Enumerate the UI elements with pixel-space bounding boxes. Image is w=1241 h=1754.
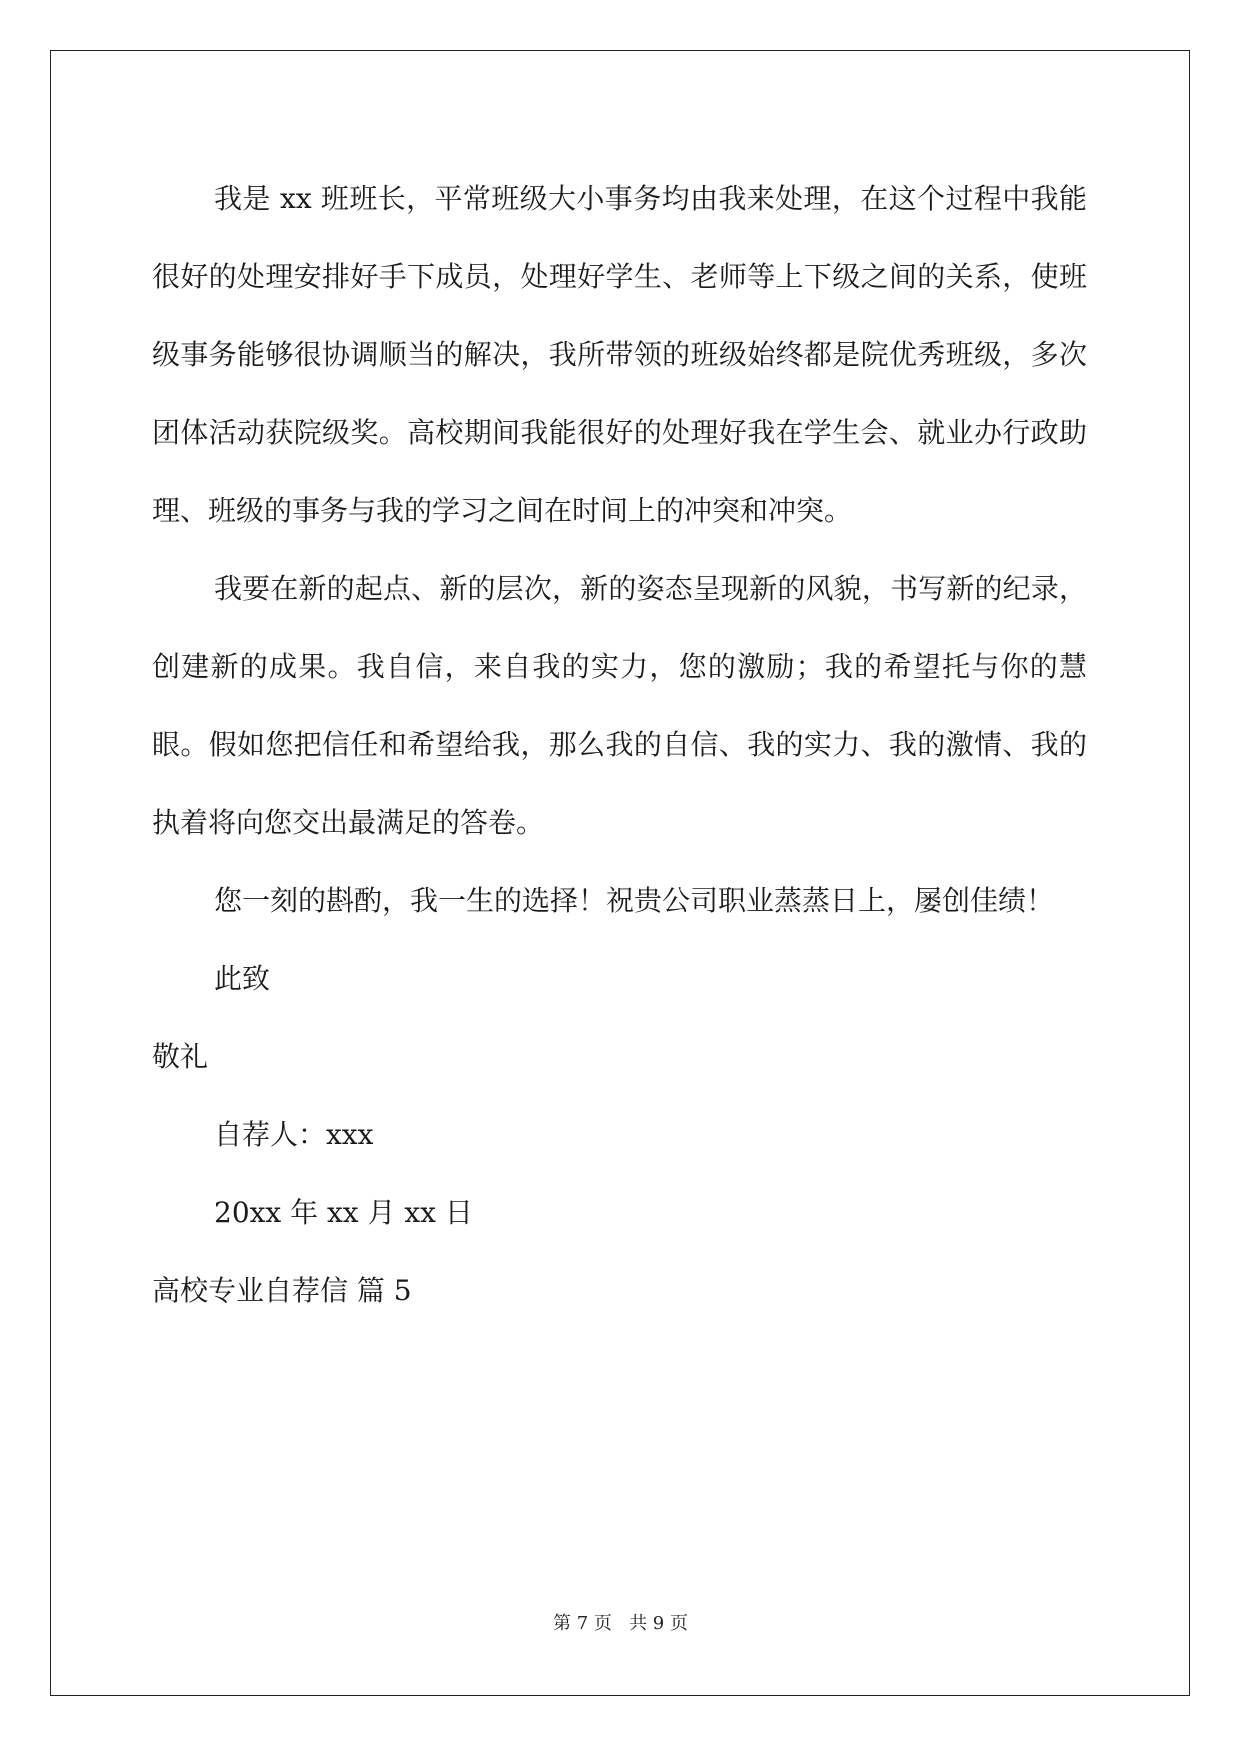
section-title: 高校专业自荐信 篇 5 xyxy=(152,1274,412,1307)
closing-phrase: 此致 xyxy=(214,962,271,995)
salutation: 敬礼 xyxy=(152,1040,209,1073)
letter-body xyxy=(152,160,1087,1330)
paragraph-class-monitor: 我是 xx 班班长，平常班级大小事务均由我来处理，在这个过程中我能很好的处理安排好手下成员，处理好学生、老师等上下级之间的关系，使班级事务能够很协调顺当的解决，我所带领的班级始终都是院优秀班级，多次团体活动获院级奖。高校期间我能很好的处理好我在学生会、就业办行政助理、班级的事务与我的学习之间在时间上的冲突和冲突。 xyxy=(152,182,1087,527)
paragraph-closing-wish: 您一刻的斟酌，我一生的选择！祝贵公司职业蒸蒸日上，屡创佳绩！ xyxy=(214,884,1055,917)
page-number: 第 7 页 xyxy=(553,1613,612,1634)
page-footer xyxy=(0,1612,1241,1636)
paragraph-new-start: 我要在新的起点、新的层次，新的姿态呈现新的风貌，书写新的纪录，创建新的成果。我自信，来自我的实力，您的激励；我的希望托与你的慧眼。假如您把信任和希望给我，那么我的自信、我的实力、我的激情、我的执着将向您交出最满足的答卷。 xyxy=(152,572,1087,839)
signature: 自荐人：xxx xyxy=(214,1118,374,1151)
page-total: 共 9 页 xyxy=(629,1613,688,1634)
date: 20xx 年 xx 月 xx 日 xyxy=(214,1196,473,1229)
